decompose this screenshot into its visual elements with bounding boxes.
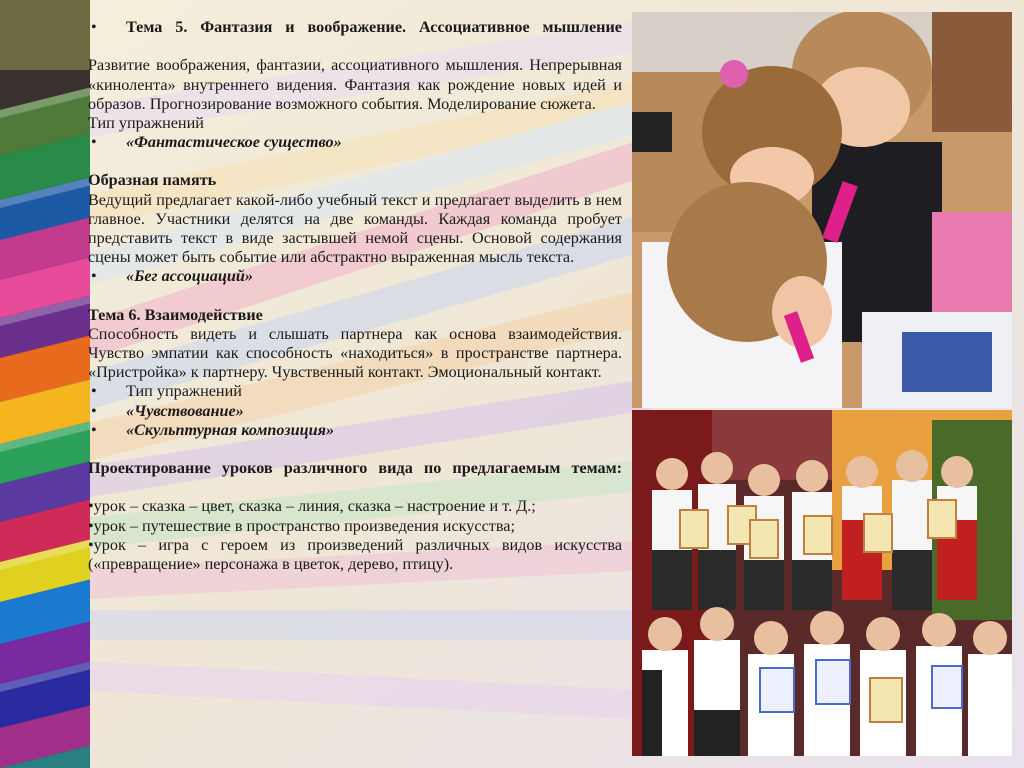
bullet-marker: • [91, 267, 97, 286]
slide-text [88, 18, 622, 766]
figurative-memory-description: Ведущий предлагает какой-либо учебный текст и предлагает выделить в нем главное. Участники делятся на две команды. Каждая команда пробует представить текст в виде застывшей немой сцены. Основой содержания сцены может быть событие или абстрактно выраженная мысль текста. [88, 190, 622, 267]
exercise-feeling-label: «Чувствование» [126, 401, 244, 420]
photo-children-at-desk [632, 12, 1012, 408]
topic-5-title: Тема 5. Фантазия и воображение. Ассоциативное мышление [126, 18, 622, 36]
exercise-sculpture [88, 421, 622, 440]
exercise-type-item-label: Тип упражнений [126, 382, 242, 401]
exercise-fantastic-creature-label: «Фантастическое существо» [126, 133, 342, 152]
lesson-fairy-tale: •урок – сказка – цвет, сказка – линия, сказка – настроение и т. Д.; [88, 497, 536, 516]
lesson-game: •урок – игра с героем из произведений различных видов искусства («превращение» персонажа в цветок, дерево, птицу). [88, 535, 622, 574]
exercise-fantastic-creature [88, 133, 622, 152]
photo-children-with-certificates [632, 410, 1012, 756]
bullet-marker: • [91, 382, 97, 401]
exercise-sculpture-label: «Скульптурная композиция» [126, 420, 335, 439]
bullet-marker: • [91, 133, 97, 152]
topic-6-description: Способность видеть и слышать партнера как основа взаимодействия. Чувство эмпатии как способность «находиться» в пространстве партнера. «Пристройка» к партнеру. Чувственный контакт. Эмоциональный контакт. [88, 324, 622, 382]
bullet-marker: • [91, 18, 97, 36]
lesson-journey: •урок – путешествие в пространство произведения искусства; [88, 516, 515, 535]
topic-5-heading [88, 18, 622, 56]
topic-6-heading: Тема 6. Взаимодействие [88, 305, 263, 324]
figurative-memory-heading: Образная память [88, 171, 217, 190]
exercise-type-item [88, 382, 622, 401]
bullet-marker: • [91, 401, 97, 420]
bullet-marker: • [91, 420, 97, 439]
colored-pencils-strip [0, 0, 90, 768]
lesson-design-heading: Проектирование уроков различного вида по предлагаемым темам: [88, 459, 622, 478]
exercise-association-run [88, 267, 622, 286]
exercise-type-label: Тип упражнений [88, 114, 204, 133]
topic-5-description: Развитие воображения, фантазии, ассоциативного мышления. Непрерывная «кинолента» внутреннего видения. Фантазия как рождение новых идей и образов. Прогнозирование возможного события. Моделирование сюжета. [88, 56, 622, 113]
exercise-feeling [88, 402, 622, 421]
exercise-association-run-label: «Бег ассоциаций» [126, 267, 253, 286]
